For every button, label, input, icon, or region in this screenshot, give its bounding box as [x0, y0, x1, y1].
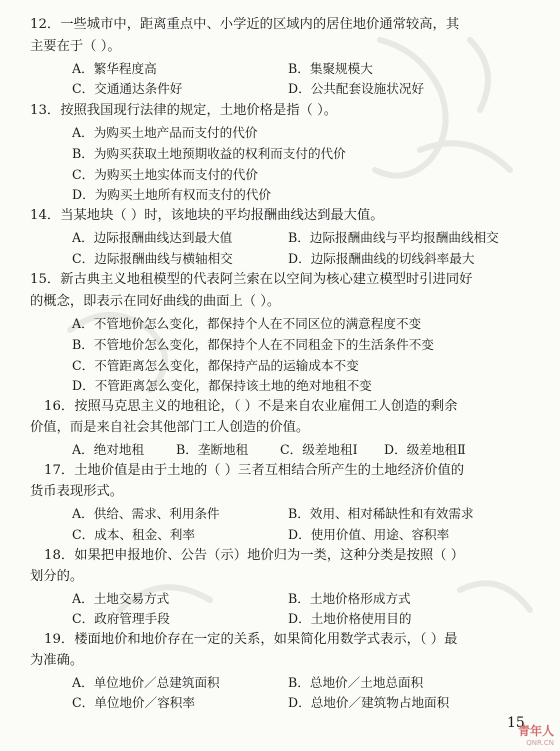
question-line: 15．新古典主义地租模型的代表阿兰索在以空间为核心建立模型时引进同好: [30, 272, 473, 287]
answer-option: B．集聚规模大: [288, 61, 373, 76]
answer-option: B．土地价格形成方式: [288, 591, 411, 606]
answer-option: A．不管地价怎么变化，都保持个人在不同区位的满意程度不变: [72, 316, 422, 331]
answer-option: A．供给、需求、利用条件: [72, 506, 220, 521]
answer-option: C．单位地价／容积率: [72, 695, 195, 710]
answer-option: B．不管地价怎么变化，都保持个人在不同租金下的生活条件不变: [72, 337, 434, 352]
answer-option: B．边际报酬曲线与平均报酬曲线相交: [288, 230, 499, 245]
answer-option: D．为购买土地所有权而支付的代价: [72, 187, 272, 202]
answer-option: C．为购买土地实体而支付的代价: [72, 167, 258, 182]
question-line: 货币表现形式。: [30, 484, 124, 499]
question-line: 17．土地价值是由于土地的（ ）三者互相结合所产生的土地经济价值的: [44, 463, 465, 478]
page-number: 15: [507, 715, 525, 731]
answer-option: C．政府管理手段: [72, 611, 170, 626]
question-line: 18．如果把申报地价、公告（示）地价归为一类，这种分类是按照（ ）: [44, 548, 465, 563]
answer-option: D．级差地租Ⅱ: [384, 442, 466, 457]
answer-option: A．边际报酬曲线达到最大值: [72, 230, 233, 245]
question-line: 19．楼面地价和地价存在一定的关系，如果简化用数学式表示，（ ）最: [44, 632, 458, 647]
answer-option: C．级差地租Ⅰ: [280, 442, 358, 457]
watermark-site: QNR.CN: [526, 739, 554, 747]
answer-option: C．边际报酬曲线与横轴相交: [72, 251, 233, 266]
answer-option: C．不管距离怎么变化，都保持产品的运输成本不变: [72, 358, 359, 373]
answer-option: D．边际报酬曲线的切线斜率最大: [288, 251, 475, 266]
answer-option: B．总地价／土地总面积: [288, 675, 424, 690]
answer-option: B．为购买获取土地预期收益的权利而支付的代价: [72, 146, 346, 161]
answer-option: D．使用价值、用途、容积率: [288, 527, 450, 542]
answer-option: D．土地价格使用目的: [288, 611, 412, 626]
answer-option: A．繁华程度高: [72, 61, 157, 76]
answer-option: A．单位地价／总建筑面积: [72, 675, 220, 690]
answer-option: D．总地价／建筑物占地面积: [288, 695, 450, 710]
question-line: 主要在于（ ）。: [30, 39, 121, 54]
question-line: 价值，而是来自社会其他部门工人创造的价值。: [30, 420, 310, 435]
question-line: 划分的。: [30, 569, 84, 584]
question-line: 14．当某地块（ ）时，该地块的平均报酬曲线达到最大值。: [30, 208, 384, 223]
answer-option: A．绝对地租: [72, 442, 145, 457]
answer-option: A．土地交易方式: [72, 591, 170, 606]
question-line: 的概念，即表示在同好曲线的曲面上（ ）。: [30, 294, 281, 309]
watermark-logo: [518, 725, 554, 749]
answer-option: D．公共配套设施状况好: [288, 81, 425, 96]
answer-option: B．效用、相对稀缺性和有效需求: [288, 506, 474, 521]
answer-option: C．交通通达条件好: [72, 81, 183, 96]
watermark-name: 青年人: [517, 724, 554, 738]
answer-option: B．垄断地租: [176, 442, 249, 457]
answer-option: D．不管距离怎么变化，都保持该土地的绝对地租不变: [72, 378, 372, 393]
question-line: 13．按照我国现行法律的规定，土地价格是指（ ）。: [30, 103, 338, 118]
question-line: 为准确。: [30, 653, 84, 668]
question-line: 16．按照马克思主义的地租论，（ ）不是来自农业雇佣工人创造的剩余: [44, 399, 458, 414]
answer-option: C．成本、租金、利率: [72, 527, 195, 542]
answer-option: A．为购买土地产品而支付的代价: [72, 125, 258, 140]
question-line: 12．一些城市中，距离重点中、小学近的区域内的居住地价通常较高，其: [30, 17, 460, 32]
